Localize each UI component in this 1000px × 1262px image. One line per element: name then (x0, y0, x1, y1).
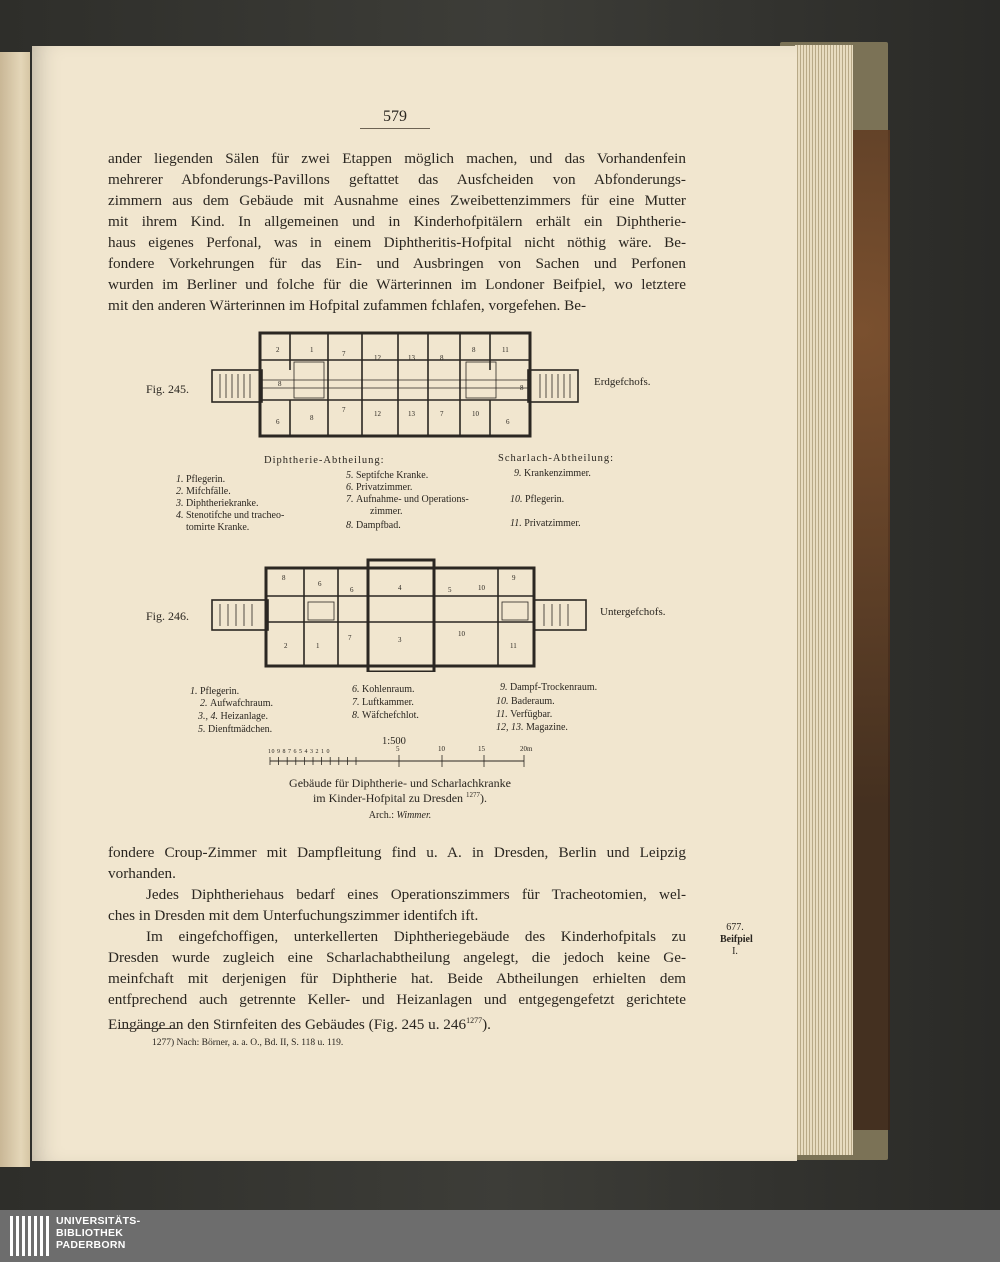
legend-text: Dampf-Trockenraum. (510, 682, 598, 693)
legend-number: 8. (352, 710, 362, 721)
room-number: 8 (472, 346, 476, 354)
room-number: 11 (502, 346, 509, 354)
room-number: 2 (284, 642, 288, 650)
legend-text: tomirte Kranke. (186, 522, 250, 533)
legend-text: Luftkammer. (362, 697, 414, 708)
body-paragraph-3 (108, 926, 686, 1035)
legend-text: Dampfbad. (356, 520, 401, 531)
text-line: haus eigenes Perfonal, was in einem Diphtheritis-Hofpital nicht nöthig wäre. Be- (108, 234, 686, 251)
room-number: 10 (458, 630, 465, 638)
room-number: 3 (398, 636, 402, 644)
margin-note-number: 677. (726, 922, 744, 933)
legend-number: 8. (346, 520, 356, 531)
legend-number: 7. (346, 494, 356, 505)
legend-text: Septifche Kranke. (356, 470, 429, 481)
margin-note-line2: I. (732, 946, 738, 957)
legend-item (176, 486, 231, 497)
text-line: meinfchaft mit derjenigen für Diphtherie hat. Beide Abtheilungen erhielten dem (108, 970, 686, 987)
legend-text: Wäfchefchlot. (362, 710, 419, 721)
legend-item (514, 468, 591, 479)
fig246-label: Fig. 246. (146, 609, 190, 623)
figure-caption (260, 776, 540, 821)
text-line: fondere Croup-Zimmer mit Dampfleitung find u. A. in Dresden, Berlin und Leipzig (108, 844, 686, 861)
text-line: Eingänge an den Stirnfeiten des Gebäudes (Fig. 245 u. $246^{1277}$). (108, 1016, 491, 1034)
legend-item (186, 522, 249, 533)
text-line: mehrerer Abfonderungs-Pavillons geftattet das Ausfcheiden von Abfonderungs- (108, 171, 686, 188)
room-number: 12 (374, 354, 381, 362)
scale-label: 15 (478, 745, 485, 753)
room-number: 7 (342, 406, 346, 414)
legend-text: Aufnahme- und Operations- (356, 494, 469, 505)
page-number: 579 (360, 108, 430, 129)
legend-number: 9. (500, 682, 510, 693)
legend-item (352, 697, 414, 708)
room-number: 10 (478, 584, 485, 592)
room-number: 10 (472, 410, 479, 418)
legend-item (352, 710, 419, 721)
legend-item (346, 494, 469, 505)
fig245-floor-label: Erdgefchofs. (594, 376, 651, 388)
legend-text: Heizanlage. (220, 711, 268, 722)
library-line2: BIBLIOTHEK (56, 1227, 124, 1239)
fig245-label: Fig. 245. (146, 382, 190, 396)
room-number: 8 (310, 414, 314, 422)
text-line: Jedes Diphtheriehaus bedarf eines Operationszimmers für Tracheotomien, wel- (146, 886, 686, 903)
text-line: Dresden wurde zugleich eine Scharlachabtheilung angelegt, die jedoch keine Ge- (108, 949, 686, 966)
legend-number: 11. (510, 518, 525, 529)
legend-item (510, 494, 564, 505)
text-line: wurden im Berliner und folche für die Wärterinnen im Londoner Beifpiel, wo letztere (108, 276, 686, 293)
fig245-floor-plan (210, 330, 582, 442)
room-number: 12 (374, 410, 381, 418)
legend-item (190, 686, 239, 697)
legend-text: Aufwafchraum. (210, 698, 274, 709)
text-line: mit den anderen Wärterinnen im Hofpital zufammen fchlafen, vorgefehen. Be- (108, 297, 587, 314)
scale-bar (266, 755, 528, 767)
room-number: 8 (520, 384, 524, 392)
body-paragraph-2 (108, 884, 686, 926)
legend-item (510, 518, 581, 529)
legend-item (198, 711, 268, 722)
legend-number: 5. (198, 724, 208, 735)
room-number: 1 (310, 346, 314, 354)
library-line3: PADERBORN (56, 1239, 126, 1251)
room-number: 13 (408, 354, 415, 362)
room-number: 5 (448, 586, 452, 594)
scale-label: 20m (520, 745, 533, 753)
fig245-group-left: Diphtherie-Abtheilung: (264, 455, 385, 466)
room-number: 6 (506, 418, 510, 426)
text-line: ander liegenden Sälen für zwei Etappen möglich machen, und das Vorhandenfein (108, 150, 686, 167)
room-number: 11 (510, 642, 517, 650)
caption-line1: Gebäude für Diphtherie- und Scharlachkranke (289, 776, 511, 790)
legend-item (176, 498, 258, 509)
legend-number: 6. (352, 684, 362, 695)
page-edges (795, 45, 853, 1155)
legend-item (346, 482, 412, 493)
legend-item (500, 682, 597, 693)
legend-text: zimmer. (370, 506, 403, 517)
library-name (56, 1215, 140, 1251)
legend-number: 3., 4. (198, 711, 221, 722)
room-number: 7 (348, 634, 352, 642)
legend-text: Verfügbar. (510, 709, 553, 720)
text-line: ches in Dresden mit dem Unterfuchungszimmer identifch ift. (108, 907, 479, 924)
fig246-floor-label: Untergefchofs. (600, 606, 666, 618)
legend-text: Privatzimmer. (524, 518, 581, 529)
legend-number: 2. (200, 698, 210, 709)
legend-text: Dienftmädchen. (208, 724, 273, 735)
caption-line2: im Kinder-Hofpital zu Dresden $^{1277}$). (312, 791, 488, 805)
legend-number: 9. (514, 468, 524, 479)
margin-note (720, 922, 753, 958)
room-number: 6 (350, 586, 354, 594)
margin-note-line1: Beifpiel (720, 934, 753, 945)
legend-item (496, 696, 555, 707)
legend-number: 7. (352, 697, 362, 708)
room-number: 13 (408, 410, 415, 418)
text-line: Im eingefchoffigen, unterkellerten Diphtheriegebäude des Kinderhofpitals zu (146, 928, 686, 945)
legend-item (346, 470, 428, 481)
room-number: 1 (316, 642, 320, 650)
room-number: 2 (276, 346, 280, 354)
legend-item (496, 722, 568, 733)
room-number: 6 (276, 418, 280, 426)
cover-marbling (850, 130, 890, 1130)
legend-text: Privatzimmer. (356, 482, 413, 493)
legend-number: 1. (190, 686, 200, 697)
library-logo-icon (8, 1212, 52, 1260)
legend-number: 6. (346, 482, 356, 493)
scale-ratio: 1:500 (382, 736, 406, 747)
legend-item (198, 724, 272, 735)
room-number: 7 (342, 350, 346, 358)
room-number: 9 (512, 574, 516, 582)
legend-item (352, 684, 415, 695)
legend-text: Stenotifche und tracheo- (186, 510, 285, 521)
legend-number: 12, 13. (496, 722, 526, 733)
legend-text: Pflegerin. (186, 474, 226, 485)
left-page-edge (0, 52, 30, 1167)
room-number: 8 (282, 574, 286, 582)
legend-item (370, 506, 403, 517)
scale-left-ticks: 10 9 8 7 6 5 4 3 2 1 0 (268, 749, 330, 755)
legend-number: 5. (346, 470, 356, 481)
library-footer-bar (0, 1210, 1000, 1262)
legend-item (176, 474, 225, 485)
text-line: fondere Vorkehrungen für das Ein- und Ausbringen von Sachen und Perfonen (108, 255, 686, 272)
legend-text: Pflegerin. (525, 494, 565, 505)
legend-text: Baderaum. (511, 696, 555, 707)
legend-text: Mifchfälle. (186, 486, 231, 497)
text-line: vorhanden. (108, 865, 176, 882)
legend-text: Pflegerin. (200, 686, 240, 697)
text-line: zimmern aus dem Gebäude mit Ausnahme eines Zweibettenzimmers für eine Mutter (108, 192, 686, 209)
fig246-floor-plan (208, 558, 588, 672)
fig245-group-right: Scharlach-Abtheilung: (498, 453, 615, 464)
footnote-reference: 1277 (466, 1016, 483, 1025)
room-number: 7 (440, 410, 444, 418)
legend-number: 3. (176, 498, 186, 509)
legend-number: 10. (510, 494, 525, 505)
legend-number: 1. (176, 474, 186, 485)
room-number: 6 (318, 580, 322, 588)
legend-item (496, 709, 552, 720)
legend-text: Krankenzimmer. (524, 468, 591, 479)
footnote: 1277) Nach: Börner, a. a. O., Bd. II, S. 118 u. 119. (152, 1038, 344, 1048)
room-number: 8 (440, 354, 444, 362)
text-line: mit ihrem Kind. In allgemeinen und in Kinderhofpitälern erhält ein Diphtherie- (108, 213, 686, 230)
room-number: 8 (278, 380, 282, 388)
scale-label: 5 (396, 745, 400, 753)
legend-item (346, 520, 401, 531)
body-paragraph-1 (108, 842, 686, 884)
scale-label: 10 (438, 745, 445, 753)
legend-number: 10. (496, 696, 511, 707)
legend-number: 11. (496, 709, 511, 720)
legend-number: 4. (176, 510, 186, 521)
legend-item (176, 510, 284, 521)
library-line1: UNIVERSITÄTS- (56, 1215, 141, 1227)
legend-text: Kohlenraum. (362, 684, 415, 695)
legend-item (200, 698, 273, 709)
caption-architect: Arch.: Wimmer. (368, 810, 432, 821)
text-line: entfprechend auch getrennte Keller- und Heizanlagen und entgegengefetzt gerichtete (108, 991, 686, 1008)
legend-text: Diphtheriekranke. (186, 498, 259, 509)
intro-paragraph (108, 148, 686, 316)
legend-number: 2. (176, 486, 186, 497)
footnote-rule (118, 1028, 178, 1029)
room-number: 4 (398, 584, 402, 592)
legend-text: Magazine. (526, 722, 568, 733)
